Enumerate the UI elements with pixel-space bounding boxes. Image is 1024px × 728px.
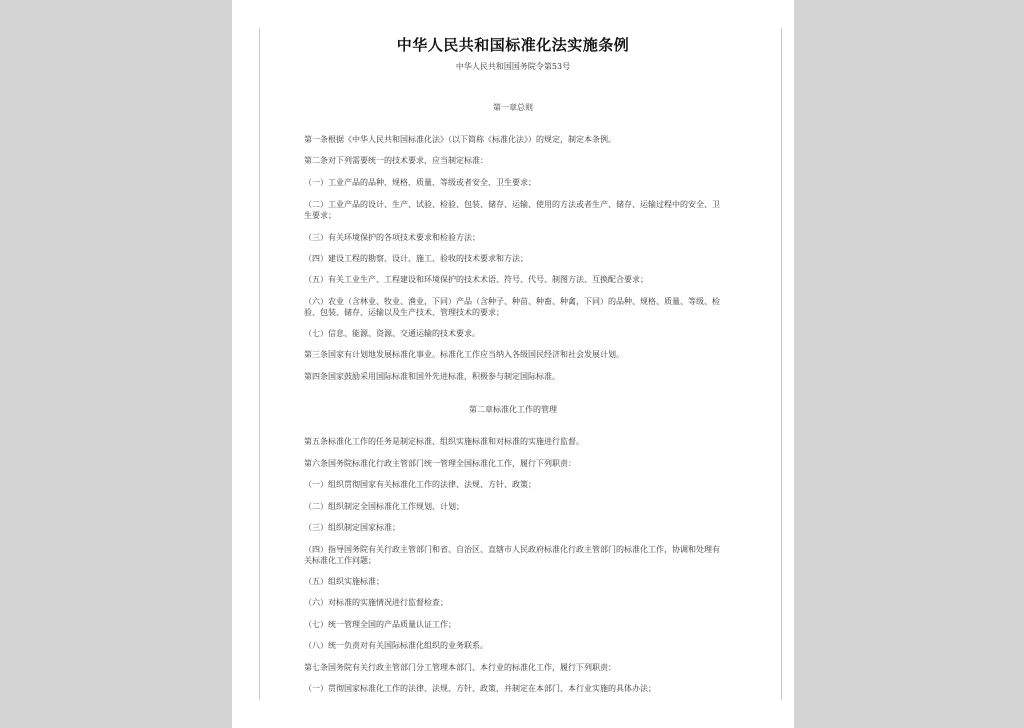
article-1: 第一条根据《中华人民共和国标准化法》（以下简称《标准化法》）的规定，制定本条例。 [304, 135, 616, 144]
article-6-item-1: （一）组织贯彻国家有关标准化工作的法律、法规、方针、政策； [304, 480, 536, 489]
page-left-edge [259, 28, 260, 700]
chapter-heading-1: 第一章总则 [493, 103, 533, 112]
article-2-item-3: （三）有关环境保护的各项技术要求和检验方法； [304, 233, 480, 242]
article-2: 第二条对下列需要统一的技术要求，应当制定标准： [304, 156, 488, 165]
article-7: 第七条国务院有关行政主管部门分工管理本部门、本行业的标准化工作，履行下列职责： [304, 663, 616, 672]
article-2-item-7: （七）信息、能源、资源、交通运输的技术要求。 [304, 329, 480, 338]
article-6-item-2: （二）组织制定全国标准化工作规划、计划； [304, 502, 464, 511]
article-7-item-1: （一）贯彻国家标准化工作的法律、法规、方针、政策，并制定在本部门、本行业实施的具体办法； [304, 684, 656, 693]
article-6-item-4: （四）指导国务院有关行政主管部门和省、自治区、直辖市人民政府标准化行政主管部门的标准化工作，协调和处理有关标准化工作问题； [304, 545, 720, 565]
article-6-item-5: （五）组织实施标准； [304, 577, 384, 586]
article-2-item-6: （六）农业（含林业、牧业、渔业，下同）产品（含种子、种苗、种畜、种禽，下同）的品种、规格、质量、等级、检验、包装、储存、运输以及生产技术、管理技术的要求； [304, 297, 720, 317]
page-right-edge [781, 28, 782, 700]
article-6: 第六条国务院标准化行政主管部门统一管理全国标准化工作，履行下列职责： [304, 459, 576, 468]
chapter-heading-2: 第二章标准化工作的管理 [469, 405, 557, 414]
article-3: 第三条国家有计划地发展标准化事业。标准化工作应当纳入各级国民经济和社会发展计划。 [304, 350, 624, 359]
article-2-item-5: （五）有关工业生产、工程建设和环境保护的技术术语、符号、代号、制图方法、互换配合要求； [304, 275, 648, 284]
article-6-item-3: （三）组织制定国家标准； [304, 523, 400, 532]
article-5: 第五条标准化工作的任务是制定标准、组织实施标准和对标准的实施进行监督。 [304, 437, 584, 446]
article-6-item-7: （七）统一管理全国的产品质量认证工作； [304, 620, 456, 629]
document-subtitle: 中华人民共和国国务院令第53号 [455, 62, 571, 71]
document-title: 中华人民共和国标准化法实施条例 [396, 36, 630, 54]
article-2-item-1: （一）工业产品的品种、规格、质量、等级或者安全、卫生要求； [304, 178, 536, 187]
article-4: 第四条国家鼓励采用国际标准和国外先进标准，积极参与制定国际标准。 [304, 372, 560, 381]
article-6-item-8: （八）统一负责对有关国际标准化组织的业务联系。 [304, 641, 488, 650]
document-page [232, 0, 794, 728]
article-6-item-6: （六）对标准的实施情况进行监督检查； [304, 598, 448, 607]
article-2-item-4: （四）建设工程的勘察、设计、施工、验收的技术要求和方法； [304, 254, 528, 263]
article-2-item-2: （二）工业产品的设计、生产、试验、检验、包装、储存、运输、使用的方法或者生产、储存、运输过程中的安全、卫生要求； [304, 200, 720, 220]
